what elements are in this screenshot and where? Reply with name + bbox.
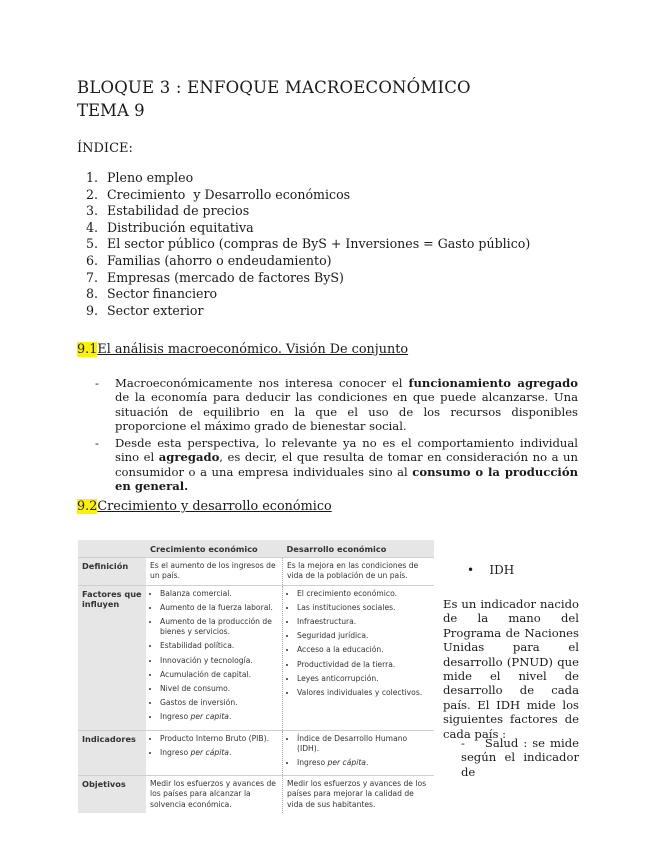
- table-cell: [146, 730, 283, 776]
- table-row: [78, 558, 434, 585]
- list-item: • Estabilidad política.: [160, 641, 278, 651]
- column-header: Desarrollo económico: [283, 540, 435, 558]
- page-title: BLOQUE 3 : ENFOQUE MACROECONÓMICO: [77, 78, 471, 97]
- row-header: Factores que influyen: [78, 585, 146, 730]
- section-title: El análisis macroeconómico. Visión De conjunto: [97, 342, 409, 357]
- list-item: • Acumulación de capital.: [160, 670, 278, 680]
- index-item: 6. Familias (ahorro o endeudamiento): [85, 252, 332, 268]
- table-row: [78, 585, 434, 730]
- list-item: • Ingreso per cápita.: [160, 748, 278, 758]
- section-number: 9.1: [77, 342, 98, 357]
- index-list: [77, 170, 530, 319]
- table-cell: [283, 730, 435, 776]
- list-item: • Acceso a la educación.: [297, 645, 430, 655]
- idh-subitem: - Salud : se mide según el indicador de: [461, 736, 583, 779]
- list-item: • Balanza comercial.: [160, 589, 278, 599]
- idh-heading: • IDH: [467, 563, 515, 577]
- index-item: 1. Pleno empleo: [85, 170, 194, 185]
- list-item: • Ingreso per capita.: [160, 712, 278, 722]
- row-header: Indicadores: [78, 730, 146, 776]
- section-number: 9.2: [77, 499, 98, 514]
- index-item: 8. Sector financiero: [85, 286, 218, 302]
- index-item: 3. Estabilidad de precios: [85, 203, 250, 219]
- index-item: 5. El sector público (compras de ByS + Inversiones = Gasto público): [85, 236, 531, 252]
- index-item: 7. Empresas (mercado de factores ByS): [85, 269, 344, 285]
- table-cell: [283, 585, 435, 730]
- list-item: • Las instituciones sociales.: [297, 603, 430, 613]
- paragraph-bullet: - Macroeconómicamente nos interesa conocer el funcionamiento agregado de la economía para deducir las condiciones en que puede alcanzarse. Una situación de equilibrio en la que el uso de los recursos disponibles proporcione el máximo grado de bienestar social.: [95, 376, 578, 434]
- idh-paragraph: Es un indicador nacido de la mano del Programa de Naciones Unidas para el desarrollo (PNUD) que mide el nivel de desarrollo de cada país. El IDH mide los siguientes factores de cada país :: [443, 597, 579, 741]
- column-header: Crecimiento económico: [146, 540, 283, 558]
- list-item: • Ingreso per cápita.: [297, 758, 430, 768]
- index-item: 4. Distribución equitativa: [85, 219, 254, 235]
- section-heading-9-2: [77, 499, 332, 514]
- list-item: • Infraestructura.: [297, 617, 430, 627]
- row-header: Objetivos: [78, 776, 146, 813]
- table-cell: Es el aumento de los ingresos de un país.: [146, 558, 283, 585]
- bullet-icon: •: [467, 563, 475, 577]
- table-cell: Es la mejora en las condiciones de vida de la población de un país.: [283, 558, 435, 585]
- list-item: • Nivel de consumo.: [160, 684, 278, 694]
- row-header: Definición: [78, 558, 146, 585]
- table-cell: Medir los esfuerzos y avances de los países para alcanzar la solvencia económica.: [146, 776, 283, 813]
- list-item: • Innovación y tecnología.: [160, 656, 278, 666]
- table-row: [78, 776, 434, 813]
- list-item: • El crecimiento económico.: [297, 589, 430, 599]
- list-item: • Leyes anticorrupción.: [297, 674, 430, 684]
- table-cell: Medir los esfuerzos y avances de los países para mejorar la calidad de vida de sus habitantes.: [283, 776, 435, 813]
- section-heading-9-1: [77, 342, 408, 357]
- index-item: 2. Crecimiento y Desarrollo económicos: [85, 186, 351, 202]
- paragraph-bullet: - Desde esta perspectiva, lo relevante ya no es el comportamiento individual sino el agregado, es decir, el que resulta de tomar en consideración no a un consumidor o a una empresa individuales sino al consumo o la producción en general.: [95, 436, 578, 494]
- list-item: • Aumento de la fuerza laboral.: [160, 603, 278, 613]
- list-item: • Gastos de inversión.: [160, 698, 278, 708]
- table-cell: [146, 585, 283, 730]
- section-title: Crecimiento y desarrollo económico: [97, 499, 332, 514]
- page-subtitle: TEMA 9: [77, 101, 145, 120]
- table-header-row: [78, 540, 434, 558]
- list-item: • Productividad de la tierra.: [297, 660, 430, 670]
- index-item: 9. Sector exterior: [85, 302, 204, 318]
- list-item: • Aumento de la producción de bienes y servicios.: [160, 617, 278, 637]
- list-item: • Producto Interno Bruto (PIB).: [160, 734, 278, 744]
- table-row: [78, 730, 434, 776]
- index-label: ÍNDICE:: [77, 141, 133, 156]
- list-item: • Seguridad jurídica.: [297, 631, 430, 641]
- list-item: • Valores individuales y colectivos.: [297, 688, 430, 698]
- comparison-table: [78, 540, 434, 813]
- list-item: • Índice de Desarrollo Humano (IDH).: [297, 734, 430, 754]
